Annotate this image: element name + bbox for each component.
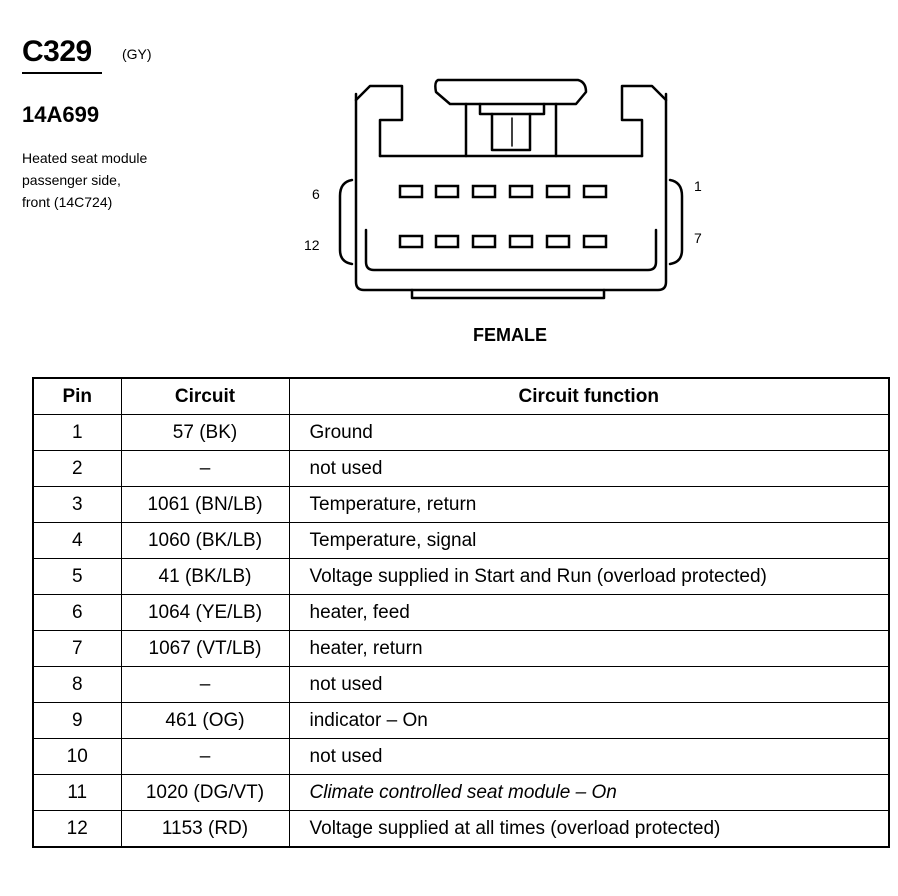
connector-id: C329 [22, 35, 92, 68]
description-line: passenger side, [22, 172, 121, 188]
pin-cell: 8 [33, 667, 121, 703]
pin-cavity-8 [547, 236, 569, 247]
lock-tab [492, 114, 530, 150]
function-cell: Voltage supplied in Start and Run (overload protected) [289, 559, 889, 595]
pin-callout-1: 1 [694, 178, 702, 194]
left-side-bump [340, 180, 352, 264]
table-row [33, 559, 889, 595]
function-cell: not used [289, 451, 889, 487]
circuit-cell: 1061 (BN/LB) [121, 487, 289, 523]
circuit-cell: 1064 (YE/LB) [121, 595, 289, 631]
pin-cavity-10 [473, 236, 495, 247]
description-line: Heated seat module [22, 150, 148, 166]
pin-cavity-5 [436, 186, 458, 197]
pin-cavity-4 [473, 186, 495, 197]
table-row [33, 703, 889, 739]
lock-bridge [480, 104, 544, 114]
circuit-cell: 461 (OG) [121, 703, 289, 739]
connector-gender-label: FEMALE [473, 325, 547, 345]
circuit-cell: 1060 (BK/LB) [121, 523, 289, 559]
pin-cavity-2 [547, 186, 569, 197]
connector-face-diagram [0, 0, 898, 320]
function-cell: heater, feed [289, 595, 889, 631]
column-header-function: Circuit function [289, 378, 889, 415]
column-header-pin: Pin [33, 378, 121, 415]
pin-cell: 9 [33, 703, 121, 739]
pin-cavity-7 [584, 236, 606, 247]
part-number: 14A699 [22, 102, 100, 127]
table-row [33, 739, 889, 775]
description-line: front (14C724) [22, 194, 113, 210]
function-cell: not used [289, 739, 889, 775]
pin-cell: 1 [33, 415, 121, 451]
table-row [33, 415, 889, 451]
function-cell: Voltage supplied at all times (overload protected) [289, 811, 889, 848]
pin-cell: 10 [33, 739, 121, 775]
function-cell: not used [289, 667, 889, 703]
circuit-cell: – [121, 451, 289, 487]
table-header-row [33, 378, 889, 415]
pin-callout-7: 7 [694, 230, 702, 246]
function-cell: Ground [289, 415, 889, 451]
pin-cell: 3 [33, 487, 121, 523]
left-latch-ear [356, 86, 402, 156]
pin-cell: 2 [33, 451, 121, 487]
pin-cell: 11 [33, 775, 121, 811]
pin-cavity-6 [400, 186, 422, 197]
table-row [33, 811, 889, 848]
pin-cavity-11 [436, 236, 458, 247]
table-row [33, 451, 889, 487]
pin-cavity-12 [400, 236, 422, 247]
circuit-cell: 41 (BK/LB) [121, 559, 289, 595]
function-cell: Temperature, return [289, 487, 889, 523]
pin-cell: 12 [33, 811, 121, 848]
circuit-cell: – [121, 739, 289, 775]
pin-cell: 6 [33, 595, 121, 631]
pin-cell: 4 [33, 523, 121, 559]
circuit-cell: – [121, 667, 289, 703]
pin-callout-6: 6 [312, 186, 320, 202]
function-cell: indicator – On [289, 703, 889, 739]
table-row [33, 523, 889, 559]
pinout-table [32, 377, 890, 848]
connector-color: (GY) [122, 46, 152, 62]
pin-cavity-1 [584, 186, 606, 197]
top-lock [435, 80, 586, 104]
pin-callout-12: 12 [304, 237, 320, 253]
function-cell: heater, return [289, 631, 889, 667]
right-side-bump [670, 180, 682, 264]
function-cell: Climate controlled seat module – On [289, 775, 889, 811]
table-row [33, 595, 889, 631]
table-row [33, 631, 889, 667]
function-cell: Temperature, signal [289, 523, 889, 559]
circuit-cell: 1153 (RD) [121, 811, 289, 848]
table-row [33, 775, 889, 811]
right-latch-ear [622, 86, 666, 156]
circuit-cell: 1067 (VT/LB) [121, 631, 289, 667]
pin-cavity-9 [510, 236, 532, 247]
circuit-cell: 1020 (DG/VT) [121, 775, 289, 811]
pin-cell: 7 [33, 631, 121, 667]
table-row [33, 667, 889, 703]
circuit-cell: 57 (BK) [121, 415, 289, 451]
pin-cavity-3 [510, 186, 532, 197]
table-row [33, 487, 889, 523]
column-header-circuit: Circuit [121, 378, 289, 415]
pin-cell: 5 [33, 559, 121, 595]
